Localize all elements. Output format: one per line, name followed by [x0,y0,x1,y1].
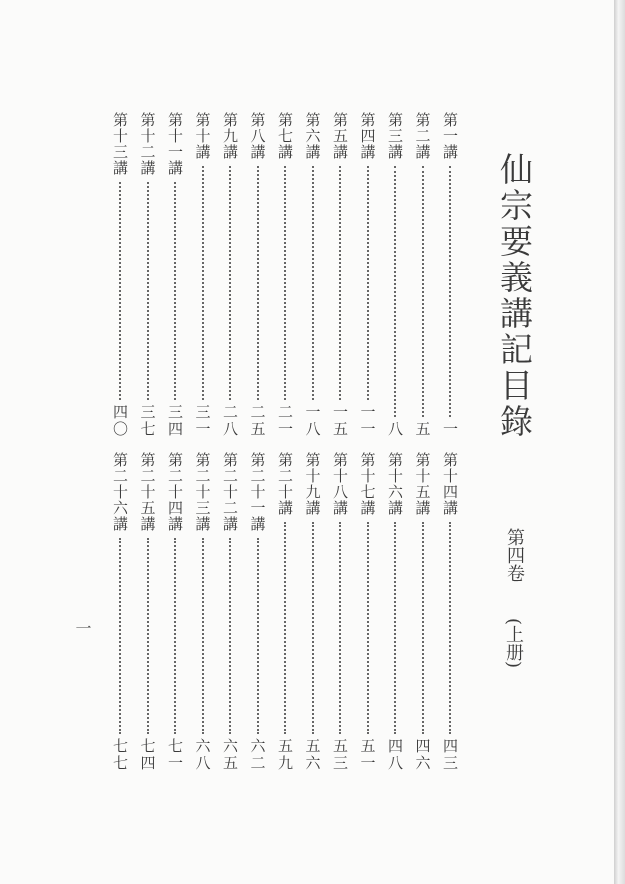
toc-chapter-label: 第二十三講 [193,452,212,532]
page-edge [614,0,625,884]
toc-page-number: 三四 [166,404,184,438]
toc-page-number: 一五 [331,404,349,438]
toc-entry [440,112,460,438]
volume-label: 第四卷 [504,528,525,582]
toc-chapter-label: 第二十一講 [248,452,267,532]
toc-chapter-label: 第十五講 [413,452,432,516]
toc-chapter-label: 第六講 [303,112,322,160]
page-title: 仙宗要義講記目錄 [495,152,534,440]
toc-leader-dots [367,522,369,734]
toc-chapter-label: 第十一講 [166,112,184,176]
toc-leader-dots [257,538,259,734]
toc-leader-dots [312,522,314,734]
toc-chapter-label: 第十四講 [441,452,459,516]
toc-chapter-label: 第十八講 [331,452,349,516]
toc-page-number: 五九 [276,738,294,772]
toc-page-number: 六八 [193,738,212,772]
toc-leader-dots [339,166,341,400]
toc-entry [220,112,240,438]
page-number: 一 [73,620,92,636]
toc-entry [385,452,405,772]
toc-page-number: 一八 [303,404,322,438]
toc-leader-dots [147,538,149,734]
toc-entry [303,112,323,438]
toc-page-number: 八 [386,421,404,438]
toc-chapter-label: 第十講 [193,112,212,160]
toc-page-number: 四〇 [111,404,129,438]
toc-leader-dots [284,522,286,734]
toc-entry [275,452,295,772]
toc-leader-dots [312,166,314,400]
toc-leader-dots [202,166,204,400]
toc-page-number: 一 [441,421,459,438]
toc-page-number: 五一 [358,738,377,772]
toc-chapter-label: 第十三講 [111,112,129,176]
toc-leader-dots [394,522,396,734]
part-label: (上册) [503,618,524,669]
toc-leader-dots [147,182,149,400]
toc-leader-dots [174,538,176,734]
toc-page-number: 七四 [138,738,157,772]
toc-page-number: 二五 [248,404,267,438]
toc-chapter-label: 第一講 [441,112,459,160]
toc-page-number: 五三 [331,738,349,772]
toc-entry [220,452,240,772]
toc-chapter-label: 第二十六講 [111,452,129,532]
toc-entry [385,112,405,438]
toc-leader-dots [449,166,451,417]
toc-entry [248,112,268,438]
toc-leader-dots [284,166,286,400]
toc-leader-dots [257,166,259,400]
toc-leader-dots [119,538,121,734]
toc-entry [303,452,323,772]
toc-entry [138,452,158,772]
toc-chapter-label: 第五講 [331,112,349,160]
toc-page-number: 二八 [221,404,239,438]
toc-chapter-label: 第二講 [413,112,432,160]
toc-entry [413,112,433,438]
toc-entry [165,112,185,438]
toc-page-number: 四三 [441,738,459,772]
toc-entry [440,452,460,772]
toc-entry [165,452,185,772]
toc-page-number: 二一 [276,404,294,438]
toc-page-number: 四六 [413,738,432,772]
toc-page-number: 七一 [166,738,184,772]
toc-page-number: 三一 [193,404,212,438]
toc-leader-dots [449,522,451,734]
toc-entry [358,452,378,772]
toc-leader-dots [229,166,231,400]
toc-page-number: 七七 [111,738,129,772]
toc-chapter-label: 第二十二講 [221,452,239,532]
toc-entry [110,452,130,772]
toc-leader-dots [422,522,424,734]
toc-page-number: 五六 [303,738,322,772]
toc-entry [330,452,350,772]
toc-page-number: 一一 [358,404,377,438]
toc-chapter-label: 第二十四講 [166,452,184,532]
toc-leader-dots [367,166,369,400]
toc-leader-dots [202,538,204,734]
toc-chapter-label: 第十七講 [358,452,377,516]
toc-leader-dots [422,166,424,417]
toc-page-number: 六五 [221,738,239,772]
toc-entry [110,112,130,438]
toc-entry [138,112,158,438]
toc-page-number: 五 [413,421,432,438]
toc-chapter-label: 第十二講 [138,112,157,176]
toc-chapter-label: 第七講 [276,112,294,160]
toc-entry [358,112,378,438]
toc-chapter-label: 第九講 [221,112,239,160]
toc-leader-dots [119,182,121,400]
toc-chapter-label: 第八講 [248,112,267,160]
toc-page-number: 三七 [138,404,157,438]
toc-chapter-label: 第二十講 [276,452,294,516]
toc-entry [330,112,350,438]
toc-entry [193,112,213,438]
toc-chapter-label: 第三講 [386,112,404,160]
toc-chapter-label: 第二十五講 [138,452,157,532]
toc-entry [413,452,433,772]
toc-leader-dots [229,538,231,734]
toc-leader-dots [394,166,396,417]
toc-entry [193,452,213,772]
toc-page-number: 六二 [248,738,267,772]
toc-leader-dots [174,182,176,400]
toc-entry [275,112,295,438]
toc-entry [248,452,268,772]
toc-chapter-label: 第十九講 [303,452,322,516]
toc-chapter-label: 第十六講 [386,452,404,516]
toc-leader-dots [339,522,341,734]
toc-chapter-label: 第四講 [358,112,377,160]
toc-page-number: 四八 [386,738,404,772]
